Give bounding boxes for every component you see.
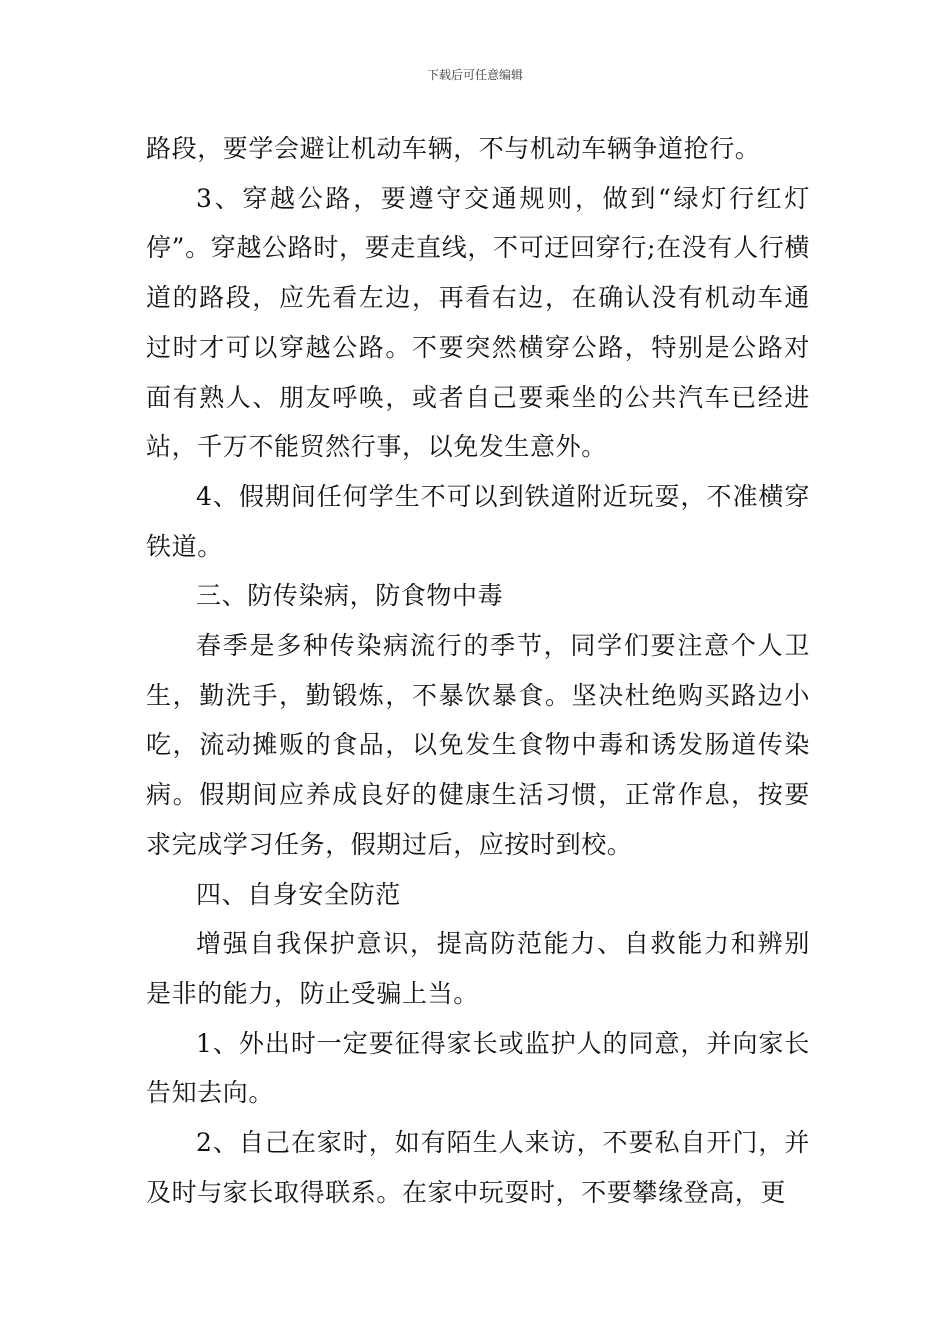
paragraph: 2、自己在家时，如有陌生人来访，不要私自开门，并及时与家长取得联系。在家中玩耍时，不要攀缘登高，更	[146, 1128, 810, 1207]
page-header: 下载后可任意编辑	[426, 68, 523, 82]
paragraph: 1、外出时一定要征得家长或监护人的同意，并向家长告知去向。	[146, 1028, 810, 1108]
document-body	[146, 124, 810, 1217]
paragraph: 春季是多种传染病流行的季节，同学们要注意个人卫生，勤洗手，勤锻炼，不暴饮暴食。坚决杜绝购买路边小吃，流动摊贩的食品，以免发生食物中毒和诱发肠道传染病。假期间应养成良好的健康生活习惯，正常作息，按要求完成学习任务，假期过后，应按时到校。	[146, 631, 810, 859]
paragraph: 4、假期间任何学生不可以到铁道附近玩耍，不准横穿铁道。	[146, 481, 810, 561]
paragraph: 3、穿越公路，要遵守交通规则，做到“绿灯行红灯停”。穿越公路时，要走直线，不可迂回穿行;在没有人行横道的路段，应先看左边，再看右边，在确认没有机动车通过时才可以穿越公路。不要突然横穿公路，特别是公路对面有熟人、朋友呼唤，或者自己要乘坐的公共汽车已经进站，千万不能贸然行事，以免发生意外。	[146, 183, 810, 462]
paragraph: 路段，要学会避让机动车辆，不与机动车辆争道抢行。	[146, 134, 761, 163]
paragraph: 增强自我保护意识，提高防范能力、自救能力和辨别是非的能力，防止受骗上当。	[146, 929, 810, 1008]
section-heading: 四、自身安全防范	[196, 879, 401, 909]
section-heading: 三、防传染病，防食物中毒	[196, 581, 504, 611]
